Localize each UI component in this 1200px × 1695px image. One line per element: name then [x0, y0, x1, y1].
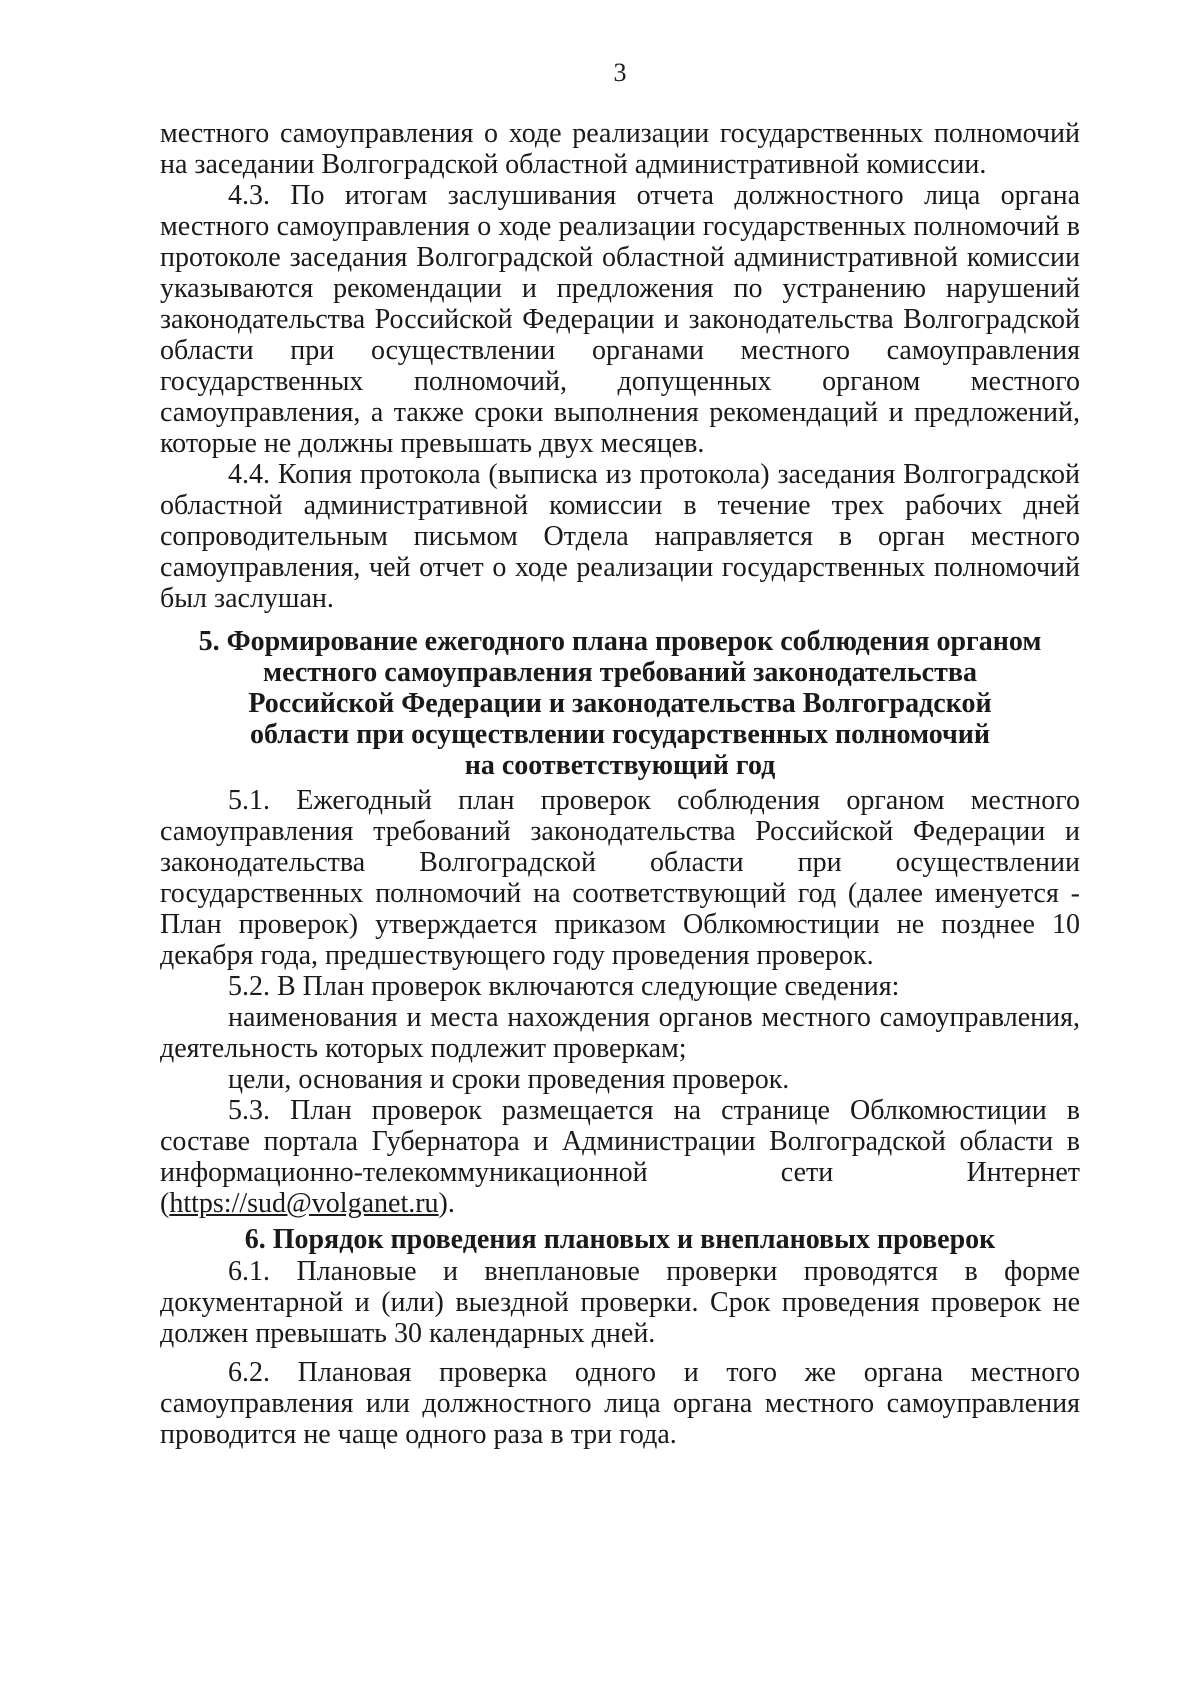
- link-open-paren: (: [160, 1188, 170, 1219]
- section-5-heading-line: местного самоуправления требований законодательства: [263, 657, 977, 688]
- paragraph-6-1: 6.1. Плановые и внеплановые проверки проводятся в форме документарной и (или) выездной проверки. Срок проведения проверок не должен превышать 30 календарных дней.: [160, 1256, 1080, 1349]
- section-5-heading-line: 5. Формирование ежегодного плана проверок соблюдения органом: [198, 626, 1042, 657]
- paragraph-4-3: 4.3. По итогам заслушивания отчета должностного лица органа местного самоуправления о ходе реализации государственных полномочий в протоколе заседания Волгоградской областной административной комиссии указываются рекомендации и предложения по устранению нарушений законодательства Российской Федерации и законодательства Волгоградской области при осуществлении органами местного самоуправления государственных полномочий, допущенных органом местного самоуправления, а также сроки выполнения рекомендаций и предложений, которые не должны превышать двух месяцев.: [160, 180, 1080, 459]
- section-5-heading-line: Российской Федерации и законодательства Волгоградской: [248, 688, 992, 719]
- paragraph-4-4: 4.4. Копия протокола (выписка из протокола) заседания Волгоградской областной административной комиссии в течение трех рабочих дней сопроводительным письмом Отдела направляется в орган местного самоуправления, чей отчет о ходе реализации государственных полномочий был заслушан.: [160, 459, 1080, 614]
- section-5-heading-line: области при осуществлении государственных полномочий: [249, 719, 991, 750]
- section-4-body: [160, 118, 1080, 614]
- paragraph-5-3-text: 5.3. План проверок размещается на странице Облкомюстиции в составе портала Губернатора и Администрации Волгоградской области в информационно-телекоммуникационной сети Интернет: [160, 1095, 1080, 1188]
- paragraph-5-3: [160, 1095, 1080, 1219]
- paragraph-5-1: 5.1. Ежегодный план проверок соблюдения органом местного самоуправления требований законодательства Российской Федерации и законодательства Волгоградской области при осуществлении государственных полномочий на соответствующий год (далее именуется - План проверок) утверждается приказом Облкомюстиции не позднее 10 декабря года, предшествующего году проведения проверок.: [160, 785, 1080, 971]
- section-5-heading: [160, 626, 1080, 781]
- section-5-heading-line: на соответствующий год: [464, 750, 776, 781]
- paragraph-4-2-continuation: местного самоуправления о ходе реализации государственных полномочий на заседании Волгоградской областной административной комиссии.: [160, 118, 1080, 180]
- paragraph-5-2: 5.2. В План проверок включаются следующие сведения:: [228, 971, 900, 1002]
- page-number: 3: [613, 58, 627, 87]
- paragraph-5-2-item-2: цели, основания и сроки проведения проверок.: [228, 1064, 790, 1095]
- section-6-body: [160, 1256, 1080, 1450]
- section-6-heading-line: 6. Порядок проведения плановых и внеплановых проверок: [244, 1224, 996, 1255]
- section-6-heading: [160, 1224, 1080, 1255]
- paragraph-6-2: 6.2. Плановая проверка одного и того же органа местного самоуправления или должностного лица органа местного самоуправления проводится не чаще одного раза в три года.: [160, 1357, 1080, 1450]
- link-close-paren: ).: [438, 1188, 455, 1219]
- section-5-body: [160, 785, 1080, 1219]
- paragraph-5-2-item-1: наименования и места нахождения органов местного самоуправления, деятельность которых подлежит проверкам;: [160, 1002, 1080, 1064]
- portal-link[interactable]: https://sud@volganet.ru: [169, 1188, 439, 1219]
